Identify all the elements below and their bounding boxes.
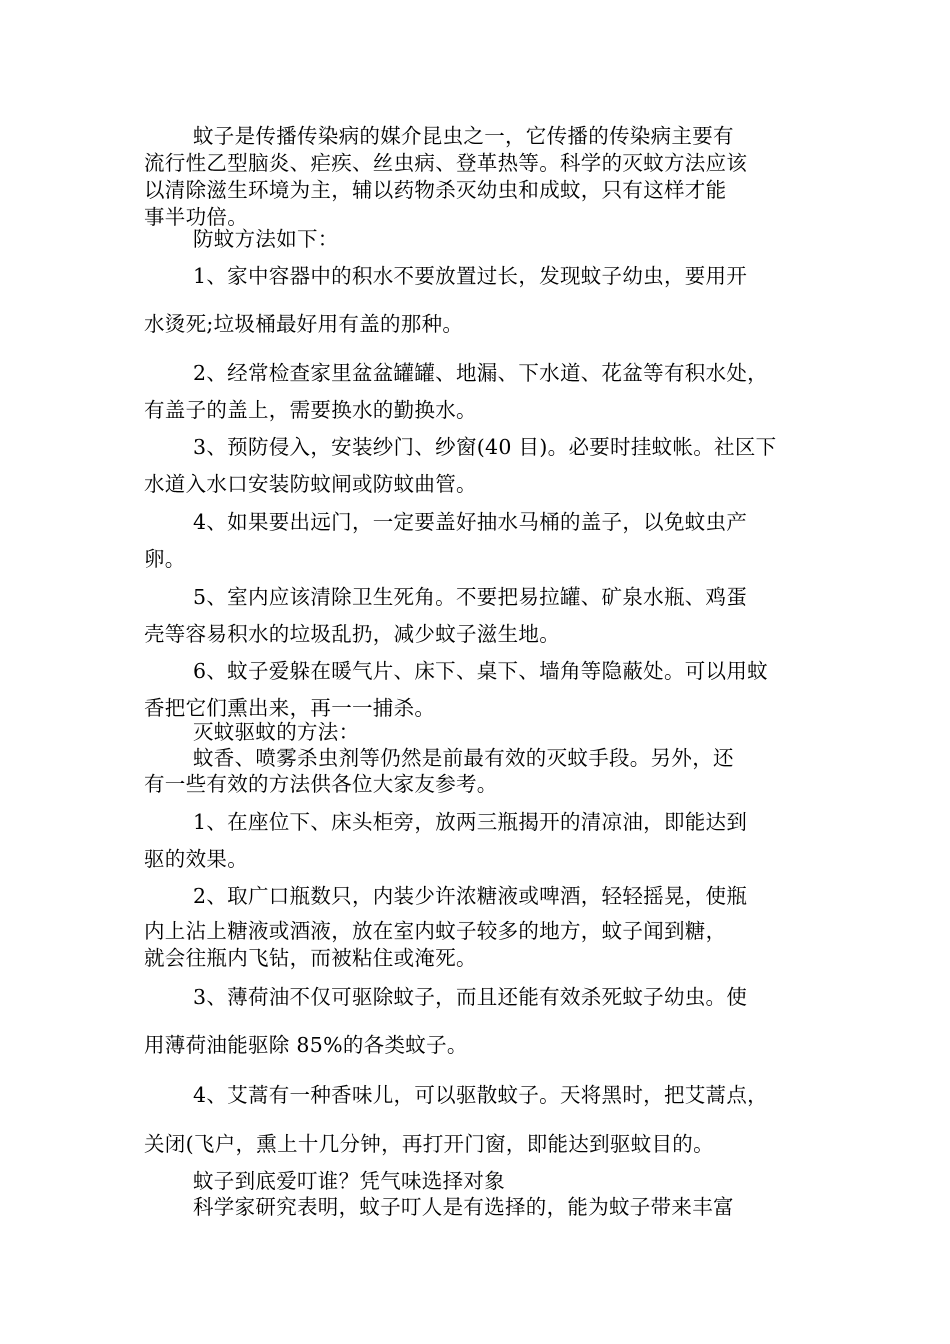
text-line: 以清除滋生环境为主，辅以药物杀灭幼虫和成蚊，只有这样才能: [144, 178, 727, 202]
section-heading: 防蚊方法如下：: [193, 227, 339, 251]
text-line: 2、取广口瓶数只，内装少许浓糖液或啤酒，轻轻摇晃，使瓶: [193, 884, 748, 908]
text-line: 6、蚊子爱躲在暖气片、床下、桌下、墙角等隐蔽处。可以用蚊: [193, 659, 768, 683]
text-line: 3、预防侵入，安装纱门、纱窗(40 目)。必要时挂蚊帐。社区下: [193, 435, 777, 459]
text-line: 香把它们熏出来，再一一捕杀。: [144, 696, 436, 720]
text-line: 蚊子是传播传染病的媒介昆虫之一，它传播的传染病主要有: [193, 124, 734, 148]
text-line: 事半功倍。: [144, 205, 248, 229]
text-line: 水道入水口安装防蚊闸或防蚊曲管。: [144, 472, 477, 496]
text-line: 1、家中容器中的积水不要放置过长，发现蚊子幼虫，要用开: [193, 264, 748, 288]
text-line: 用薄荷油能驱除 85%的各类蚊子。: [144, 1033, 468, 1057]
text-line: 驱的效果。: [144, 847, 248, 871]
text-line: 4、如果要出远门，一定要盖好抽水马桶的盖子，以免蚊虫产: [193, 510, 748, 534]
section-heading: 灭蚊驱蚊的方法：: [193, 720, 360, 744]
text-line: 壳等容易积水的垃圾乱扔，减少蚊子滋生地。: [144, 622, 560, 646]
text-line: 有盖子的盖上，需要换水的勤换水。: [144, 398, 477, 422]
text-line: 水烫死;垃圾桶最好用有盖的那种。: [144, 312, 464, 336]
text-line: 流行性乙型脑炎、疟疾、丝虫病、登革热等。科学的灭蚊方法应该: [144, 151, 748, 175]
text-line: 科学家研究表明，蚊子叮人是有选择的，能为蚊子带来丰富: [193, 1195, 734, 1219]
text-line: 3、薄荷油不仅可驱除蚊子，而且还能有效杀死蚊子幼虫。使: [193, 985, 748, 1009]
text-line: 有一些有效的方法供各位大家友参考。: [144, 772, 498, 796]
text-line: 就会往瓶内飞钻，而被粘住或淹死。: [144, 946, 477, 970]
text-line: 4、艾蒿有一种香味儿，可以驱散蚊子。天将黑时，把艾蒿点，: [193, 1083, 768, 1107]
text-line: 内上沾上糖液或酒液，放在室内蚊子较多的地方，蚊子闻到糖，: [144, 919, 727, 943]
text-line: 卵。: [144, 547, 186, 571]
text-line: 1、在座位下、床头柜旁，放两三瓶揭开的清凉油，即能达到: [193, 810, 748, 834]
text-line: 2、经常检查家里盆盆罐罐、地漏、下水道、花盆等有积水处，: [193, 361, 768, 385]
text-line: 5、室内应该清除卫生死角。不要把易拉罐、矿泉水瓶、鸡蛋: [193, 585, 748, 609]
section-heading: 蚊子到底爱叮谁？凭气味选择对象: [193, 1169, 505, 1193]
text-line: 关闭(飞户，熏上十几分钟，再打开门窗，即能达到驱蚊目的。: [144, 1132, 714, 1156]
text-line: 蚊香、喷雾杀虫剂等仍然是前最有效的灭蚊手段。另外，还: [193, 746, 734, 770]
